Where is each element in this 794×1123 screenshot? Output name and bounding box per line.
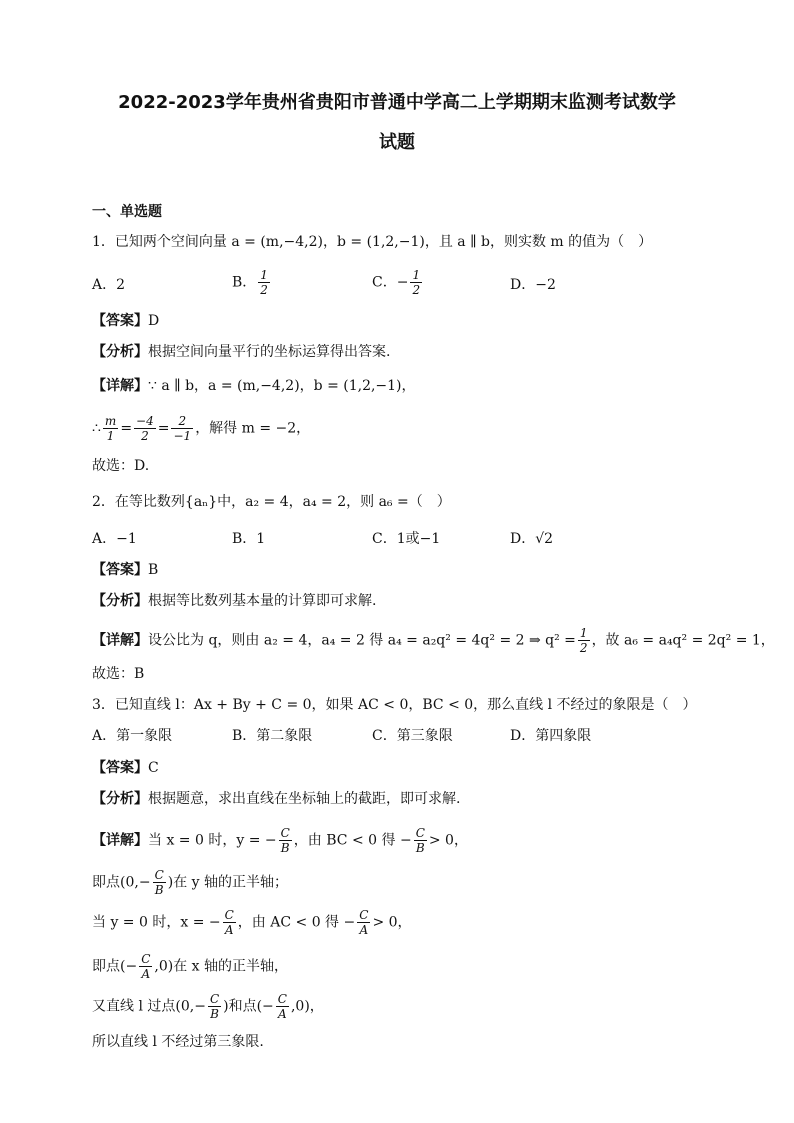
q3-option-c: C．第三象限 [372,728,453,744]
q2-option-b: B．1 [232,531,266,547]
q3-option-b: B．第二象限 [232,728,313,744]
doc-title-line1: 2022-2023学年贵州省贵阳市普通中学高二上学期期末监测考试数学 [118,92,676,113]
q2-choose: 故选：B [92,666,145,682]
q1-option-a: A．2 [92,277,126,293]
q3-detail-line3: 当 y = 0 时，x = − $\frac{C}{A}$ ，由 AC < 0 得 − $\frac{C}{A}$ > 0， [92,908,412,937]
q1-stem: 1．已知两个空间向量 a = (m,−4,2)，b = (1,2,−1)，且 a ∥ b，则实数 m 的值为（ ） [92,234,653,250]
q2-option-d: D．√2 [510,531,554,547]
q1-detail: 【详解】∵ a ∥ b，a = (m,−4,2)，b = (1,2,−1)， [92,378,416,394]
doc-title-line2: 试题 [379,132,415,153]
q2-analysis: 【分析】根据等比数列基本量的计算即可求解. [92,593,377,609]
q3-detail-line1: 【详解】当 x = 0 时，y = − $\frac{C}{B}$ ，由 BC < 0 得 − $\frac{C}{B}$ > 0， [92,826,468,855]
section-heading: 一、单选题 [92,204,162,220]
q3-detail-line2: 即点(0,− $\frac{C}{B}$ )在 y 轴的正半轴； [92,868,289,897]
q2-answer: 【答案】B [92,562,159,578]
q2-stem: 2．在等比数列{aₙ}中，a₂ = 4，a₄ = 2，则 a₆ =（ ） [92,494,451,510]
q1-choose: 故选：D. [92,458,150,474]
q1-option-c: C．− $\frac{1}{2}$ [372,268,421,297]
q1-option-b: B． $\frac{1}{2}$ [232,268,268,297]
q2-detail: 【详解】设公比为 q，则由 a₂ = 4，a₄ = 2 得 a₄ = a₂q² = 4q² = 2 ⇒ q² = $\frac{1}{2}$ ，故 a₆ = a₄q² = 2q² = 1， [92,626,775,655]
q1-answer: 【答案】D [92,313,160,329]
q1-calculation: ∴ $\frac{m}{1}$ = $\frac{-4}{2}$ = $\frac{2}{-1}$ ，解得 m = −2， [92,414,311,443]
q2-option-a: A．−1 [92,531,137,547]
q3-stem: 3．已知直线 l：Ax + By + C = 0，如果 AC < 0，BC < 0，那么直线 l 不经过的象限是（ ） [92,697,697,713]
q1-option-d: D．−2 [510,277,556,293]
q2-option-c: C．1或−1 [372,531,441,547]
q3-option-d: D．第四象限 [510,728,592,744]
q1-analysis: 【分析】根据空间向量平行的坐标运算得出答案. [92,344,391,360]
q3-option-a: A．第一象限 [92,728,173,744]
q3-detail-line4: 即点(− $\frac{C}{A}$ ,0)在 x 轴的正半轴， [92,952,289,981]
q3-answer: 【答案】C [92,760,159,776]
q3-analysis: 【分析】根据题意，求出直线在坐标轴上的截距，即可求解. [92,791,461,807]
q3-detail-line5: 又直线 l 过点(0,− $\frac{C}{B}$ )和点(− $\frac{C}{A}$ ,0)， [92,992,324,1021]
q3-detail-line6: 所以直线 l 不经过第三象限. [92,1034,264,1050]
